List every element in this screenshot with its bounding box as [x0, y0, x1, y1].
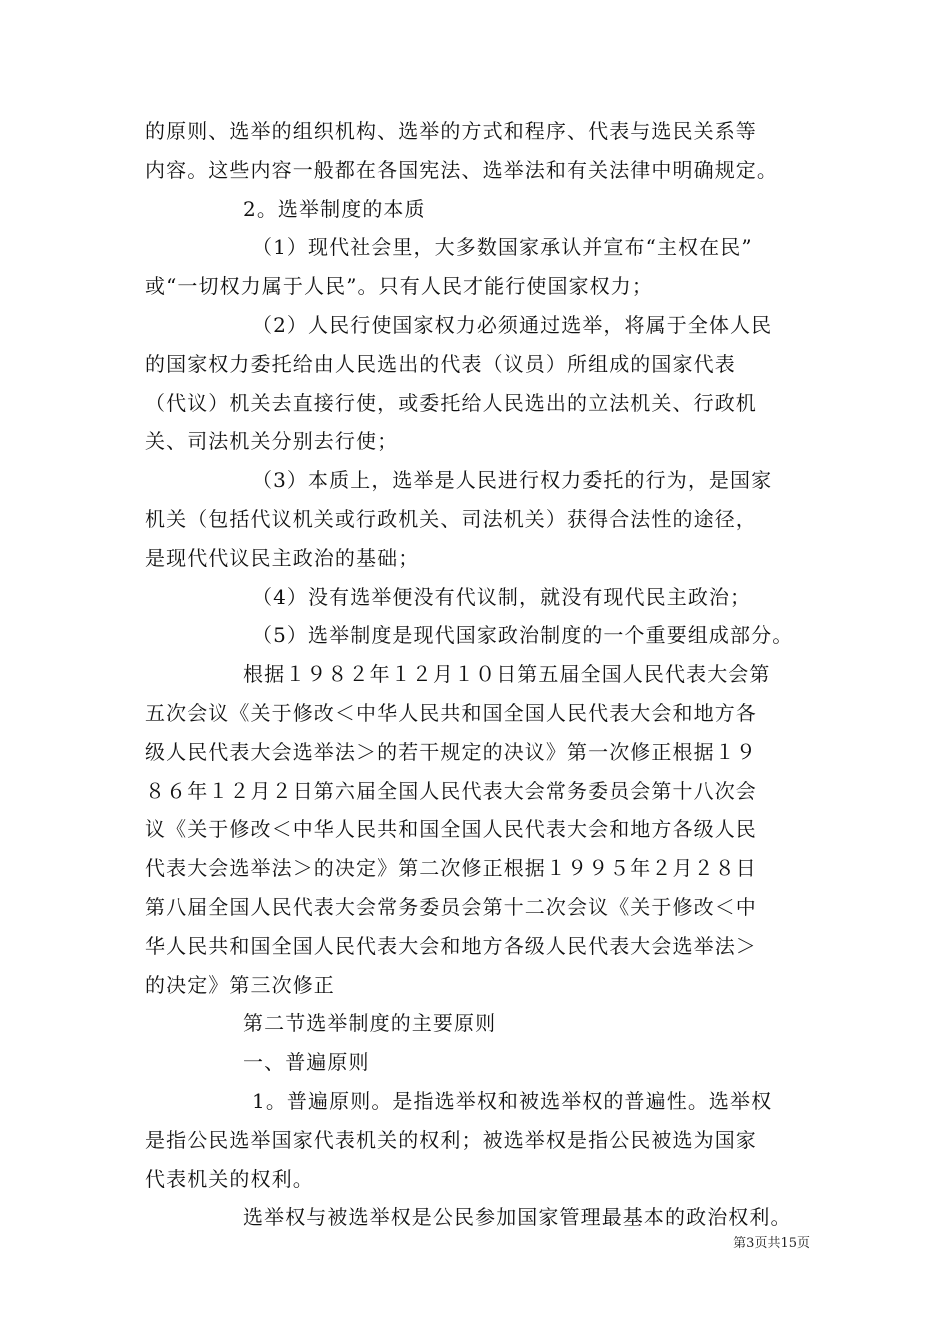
text-line: （3）本质上，选举是人民进行权力委托的行为，是国家: [252, 468, 773, 493]
section-heading: 一、普遍原则: [243, 1050, 370, 1075]
text-line: 机关（包括代议机关或行政机关、司法机关）获得合法性的途径，: [145, 506, 757, 531]
text-line: 根据１９８２年１２月１０日第五届全国人民代表大会第: [243, 662, 771, 687]
section-heading: 第二节选举制度的主要原则: [243, 1011, 497, 1036]
text-line: （4）没有选举便没有代议制，就没有现代民主政治；: [252, 584, 752, 609]
text-line: 议《关于修改＜中华人民共和国全国人民代表大会和地方各级人民: [145, 817, 757, 842]
text-line: ８６年１２月２日第六届全国人民代表大会常务委员会第十八次会: [145, 778, 757, 803]
text-line: 的国家权力委托给由人民选出的代表（议员）所组成的国家代表: [145, 351, 736, 376]
text-line: 的原则、选举的组织机构、选举的方式和程序、代表与选民关系等: [145, 119, 757, 143]
text-line: （1）现代社会里，大多数国家承认并宣布“主权在民”: [252, 235, 753, 260]
text-line: 或“一切权力属于人民”。只有人民才能行使国家权力；: [145, 274, 653, 299]
text-line: 选举权与被选举权是公民参加国家管理最基本的政治权利。: [243, 1205, 792, 1230]
page-number: 第3页共15页: [733, 1236, 810, 1251]
text-line: 内容。这些内容一般都在各国宪法、选举法和有关法律中明确规定。: [145, 157, 778, 182]
text-line: 第八届全国人民代表大会常务委员会第十二次会议《关于修改＜中: [145, 894, 757, 919]
section-heading: 2。选举制度的本质: [243, 196, 426, 221]
text-line: 的决定》第三次修正: [145, 972, 335, 997]
text-line: 级人民代表大会选举法＞的若干规定的决议》第一次修正根据１９: [145, 739, 757, 764]
text-line: 是指公民选举国家代表机关的权利；被选举权是指公民被选为国家: [145, 1127, 757, 1152]
text-line: 1。普遍原则。是指选举权和被选举权的普遍性。选举权: [252, 1088, 773, 1113]
text-line: 五次会议《关于修改＜中华人民共和国全国人民代表大会和地方各: [145, 700, 757, 725]
text-line: 华人民共和国全国人民代表大会和地方各级人民代表大会选举法＞: [145, 933, 757, 958]
text-line: 代表大会选举法＞的决定》第二次修正根据１９９５年２月２８日: [145, 856, 757, 881]
text-line: 关、司法机关分别去行使；: [145, 429, 399, 454]
text-line: （2）人民行使国家权力必须通过选举，将属于全体人民: [252, 312, 773, 337]
text-line: （代议）机关去直接行使，或委托给人民选出的立法机关、行政机: [145, 390, 757, 415]
text-line: 是现代代议民主政治的基础；: [145, 545, 420, 570]
text-line: （5）选举制度是现代国家政治制度的一个重要组成部分。: [252, 623, 794, 648]
text-line: 代表机关的权利。: [145, 1166, 314, 1191]
body-text: [145, 112, 810, 1237]
